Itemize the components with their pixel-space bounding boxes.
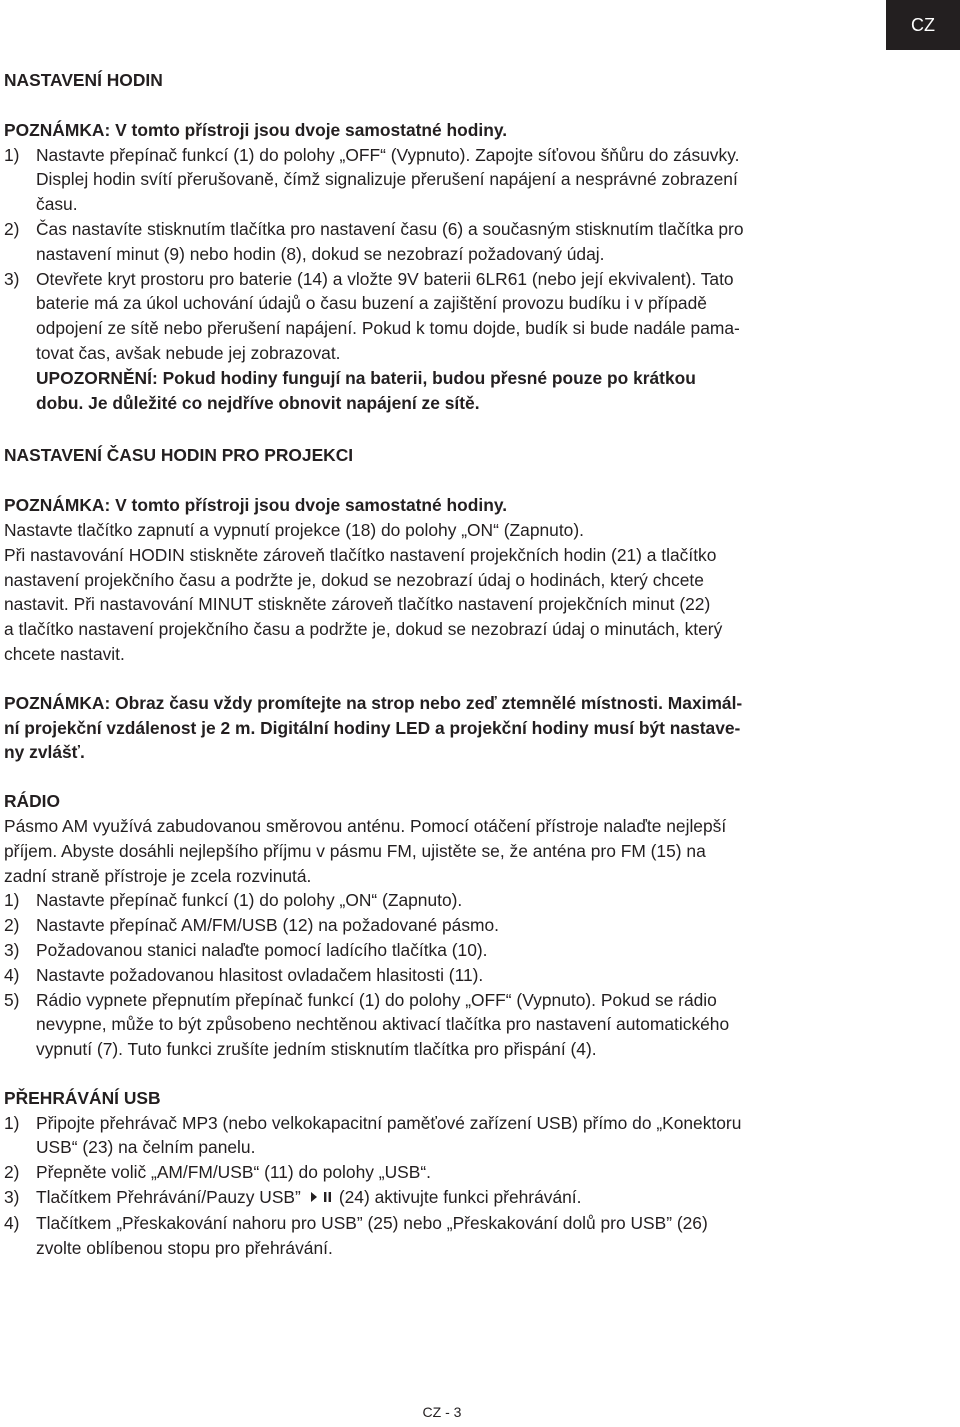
list-text xyxy=(36,143,894,217)
list-item xyxy=(4,1211,894,1261)
play-pause-icon xyxy=(311,1186,333,1211)
list-text: Přepněte volič „AM/FM/USB“ (11) do polohy „USB“. xyxy=(36,1162,431,1183)
list-text xyxy=(36,217,894,267)
text-line: Při nastavování HODIN stiskněte zároveň tlačítko nastavení projekčních hodin (21) a tlačítko xyxy=(4,544,717,565)
text-line: Nastavte přepínač funkcí (1) do polohy „OFF“ (Vypnuto). Zapojte síťovou šňůru do zásuvky. xyxy=(36,144,740,165)
text-line: Čas nastavíte stisknutím tlačítka pro nastavení času (6) a současným stisknutím tlačítka pro xyxy=(36,218,744,239)
list-number: 5) xyxy=(4,989,20,1010)
list-text: Nastavte přepínač AM/FM/USB (12) na požadované pásmo. xyxy=(36,915,500,936)
text-line: nevypne, může to být způsobeno nechtěnou aktivací tlačítka pro nastavení automatického xyxy=(36,1014,730,1035)
list-item xyxy=(4,988,894,1062)
text-line: a tlačítko nastavení projekčního času a podržte je, dokud se nezobrazí údaj o minutách, který xyxy=(4,619,723,640)
list-item xyxy=(4,913,894,938)
text-line: Připojte přehrávač MP3 (nebo velkokapacitní paměťové zařízení USB) přímo do „Konektoru xyxy=(36,1112,742,1133)
list-text xyxy=(36,988,894,1062)
page-content xyxy=(4,68,894,1260)
warning-line: dobu. Je důležité co nejdříve obnovit napájení ze sítě. xyxy=(36,392,480,413)
text-line: baterie má za úkol uchování údajů o času buzení a zajištění provozu budíku i v případě xyxy=(36,293,707,314)
list-item xyxy=(4,217,894,267)
list-text: Nastavte přepínač funkcí (1) do polohy „ON“ (Zapnuto). xyxy=(36,890,463,911)
list-item xyxy=(4,963,894,988)
list-number: 1) xyxy=(4,1112,20,1133)
list-number: 2) xyxy=(4,1162,20,1183)
list-item xyxy=(4,1160,894,1185)
section-title-projection-time: NASTAVENÍ ČASU HODIN PRO PROJEKCI xyxy=(4,445,354,466)
text-line: tovat čas, avšak nebude jej zobrazovat. xyxy=(36,342,341,363)
list-text: Požadovanou stanici nalaďte pomocí ladícího tlačítka (10). xyxy=(36,939,488,960)
list-item xyxy=(4,267,894,416)
list-number: 1) xyxy=(4,890,20,911)
text-segment: (24) aktivujte funkci přehrávání. xyxy=(338,1187,582,1208)
list-text xyxy=(36,1211,894,1261)
text-line: Tlačítkem „Přeskakování nahoru pro USB” (25) nebo „Přeskakování dolů pro USB” (26) xyxy=(36,1212,708,1233)
section-title-radio: RÁDIO xyxy=(4,791,61,812)
section-title-clock-setting: NASTAVENÍ HODIN xyxy=(4,70,163,90)
note: POZNÁMKA: V tomto přístroji jsou dvoje samostatné hodiny. xyxy=(4,119,508,140)
list-number: 4) xyxy=(4,1212,20,1233)
text-line: Pásmo AM využívá zabudovanou směrovou anténu. Pomocí otáčení přístroje nalaďte nejlepší xyxy=(4,815,727,836)
list-number: 1) xyxy=(4,144,20,165)
note: POZNÁMKA: V tomto přístroji jsou dvoje samostatné hodiny. xyxy=(4,495,508,516)
note-line: ní projekční vzdálenost je 2 m. Digitální hodiny LED a projekční hodiny musí být nastave- xyxy=(4,717,741,738)
list-number: 3) xyxy=(4,939,20,960)
text-line: času. xyxy=(36,194,78,215)
section-title-usb-playback: PŘEHRÁVÁNÍ USB xyxy=(4,1087,161,1108)
list-number: 3) xyxy=(4,268,20,289)
list-item xyxy=(4,938,894,963)
text-line: nastavit. Při nastavování MINUT stiskněte zároveň tlačítko nastavení projekčních minut (22) xyxy=(4,594,711,615)
page-number: CZ - 3 xyxy=(422,1404,462,1420)
text-line: Displej hodin svítí přerušovaně, čímž signalizuje přerušení napájení a nesprávné zobrazení xyxy=(36,169,738,190)
warning-line: UPOZORNĚNÍ: Pokud hodiny fungují na baterii, budou přesné pouze po krátkou xyxy=(36,367,696,388)
text-line: zvolte oblíbenou stopu pro přehrávání. xyxy=(36,1237,333,1258)
note-line: POZNÁMKA: Obraz času vždy promítejte na strop nebo zeď ztemnělé místnosti. Maximál- xyxy=(4,692,743,713)
text-line: Rádio vypnete přepnutím přepínač funkcí (1) do polohy „OFF“ (Vypnuto). Pokud se rádio xyxy=(36,989,717,1010)
list-number: 2) xyxy=(4,915,20,936)
note-line: ny zvlášť. xyxy=(4,742,85,763)
text-line: chcete nastavit. xyxy=(4,643,125,664)
list-item xyxy=(4,1111,894,1161)
text-line: vypnutí (7). Tuto funkci zrušíte jedním stisknutím tlačítka pro přispání (4). xyxy=(36,1039,597,1060)
text-line: USB“ (23) na čelním panelu. xyxy=(36,1137,256,1158)
text-line: nastavení projekčního času a podržte je, dokud se nezobrazí údaj o hodinách, který chcete xyxy=(4,569,704,590)
list-text: Nastavte požadovanou hlasitost ovladačem hlasitosti (11). xyxy=(36,964,484,985)
text-line: Nastavte tlačítko zapnutí a vypnutí projekce (18) do polohy „ON“ (Zapnuto). xyxy=(4,519,584,540)
list-number: 3) xyxy=(4,1187,20,1208)
list-item xyxy=(4,1185,894,1211)
list-text xyxy=(36,267,894,416)
text-segment: Tlačítkem Přehrávání/Pauzy USB” xyxy=(36,1187,301,1208)
text-line: zadní straně přístroje je zcela rozvinutá. xyxy=(4,865,312,886)
text-line: nastavení minut (9) nebo hodin (8), dokud se nezobrazí požadovaný údaj. xyxy=(36,243,605,264)
list-text xyxy=(36,1185,894,1211)
list-number: 2) xyxy=(4,218,20,239)
list-number: 4) xyxy=(4,964,20,985)
language-tab: CZ xyxy=(886,0,960,50)
text-line: příjem. Abyste dosáhli nejlepšího příjmu v pásmu FM, ujistěte se, že anténa pro FM (15) na xyxy=(4,840,706,861)
text-line: Otevřete kryt prostoru pro baterie (14) a vložte 9V baterii 6LR61 (nebo její ekvivalent). Tato xyxy=(36,268,734,289)
text-line: odpojení ze sítě nebo přerušení napájení. Pokud k tomu dojde, budík si bude nadále pama- xyxy=(36,318,740,339)
list-item xyxy=(4,888,894,913)
list-item xyxy=(4,143,894,217)
list-text xyxy=(36,1111,894,1161)
